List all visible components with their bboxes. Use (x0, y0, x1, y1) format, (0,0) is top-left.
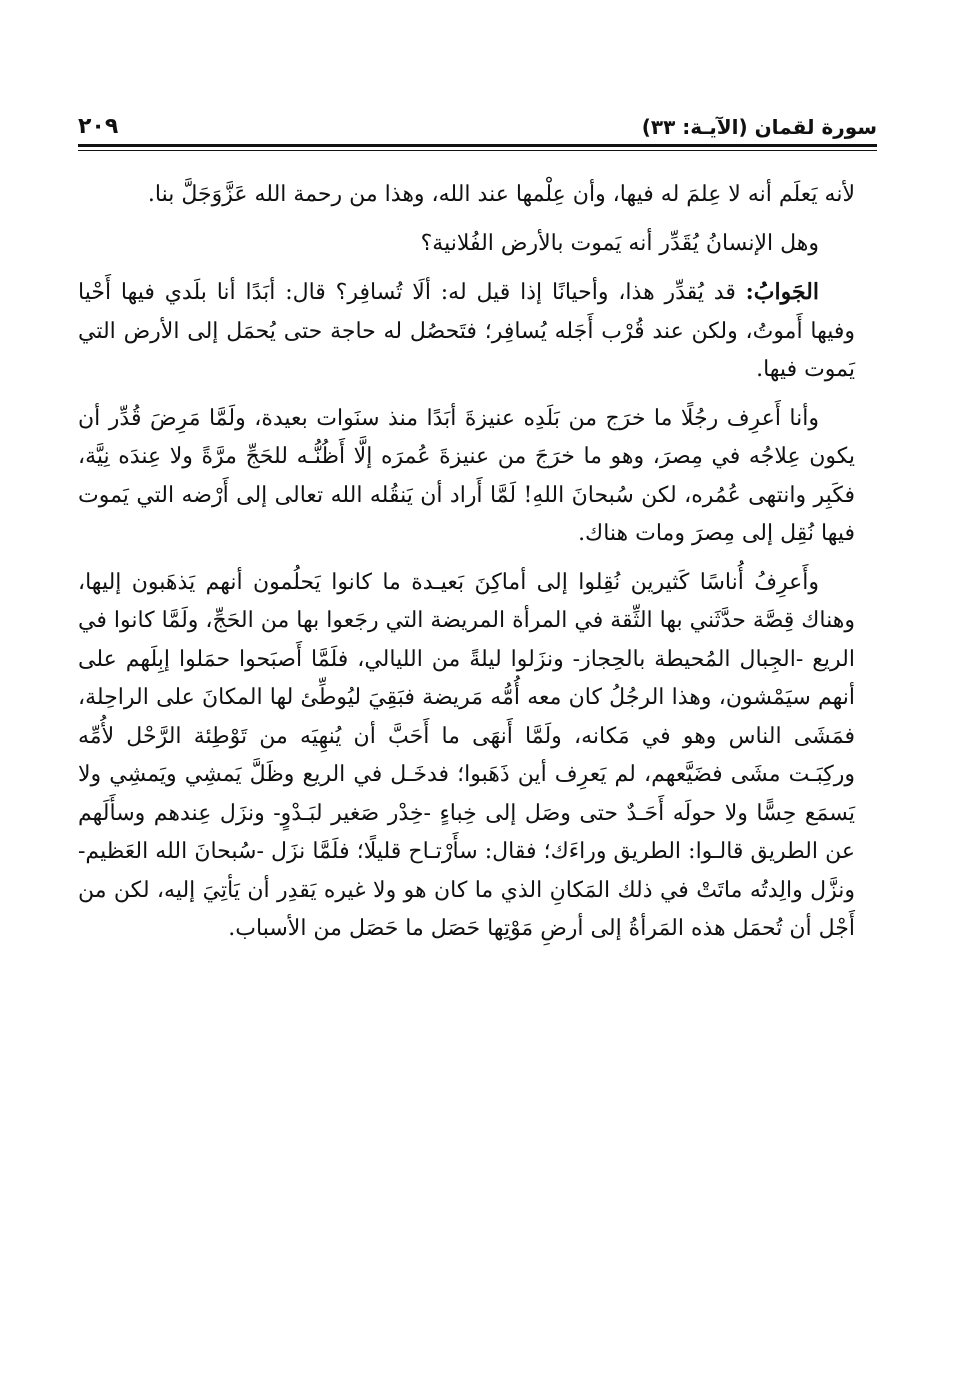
paragraph (78, 273, 855, 390)
answer-lead: الجَوابُ: (745, 279, 819, 305)
paragraph-text: وأنا أَعرِف رجُلًا ما خرَج من بَلَدِه عنيزةَ أبَدًا منذ سنَوات بعيدة، ولَمَّا مَرِضَ قُدِّر أن يكون عِلاجُه في مِصرَ، وهو ما خرَجَ من عنيزةَ عُمرَه إلَّا أَظُنُّـه للحَجِّ مرَّةً ولا عِندَه نِيَّة، فكَبِر وانتهى عُمُره، لكن سُبحانَ اللهِ! لَمَّا أَراد أن يَنقُله الله تعالى إلى أَرْضه التي يَموت فيها نُقِل إلى مِصرَ ومات هناك. (78, 405, 855, 546)
paragraph (78, 400, 855, 554)
body-text (78, 176, 855, 959)
paragraph (78, 225, 855, 264)
paragraph (78, 564, 855, 949)
paragraph-text: وهل الإنسانُ يُقَدِّر أنه يَموت بالأرض الفُلانية؟ (420, 230, 819, 256)
running-header (78, 108, 877, 142)
paragraph-text: قد يُقدِّر هذا، وأحيانًا إذا قيل له: ألَا تُسافِر؟ قال: أبَدًا أنا بلَدي فيها أَحْيا وفيها أَموتُ، ولكن عند قُرْب أَجَله يُسافِر؛ فتَحصُل له حاجة حتى يُحمَل إلى الأرض التي يَموت فيها. (78, 280, 855, 382)
paragraph-text: وأَعرِفُ أُناسًا كَثيرين نُقِلوا إلى أماكِنَ بَعيـدة ما كانوا يَحلُمون أنهم يَذهَبون إليها، وهناك قِصَّة حدَّثَني بها الثِّقة في المرأة المريضة التي رجَعوا بها من الحَجِّ، ولَمَّا كانوا في الريع -الجِبال المُحيطة بالحِجاز- ونزَلوا ليلةً من الليالي، فلَمَّا أَصبَحوا حمَلوا إبِلَهم على أنهم سيَمْشون، وهذا الرجُلُ كان معه أُمُّه مَريضة فبَقِيَ ليُوطِّئ لها المكانَ على الراحِلة، فمَشَى الناس وهو في مَكانه، ولَمَّا أَنهَى ما أَحَبَّ أن يُنهِيَه من تَوْطِئة الرَّحْل لأُمِّه وركِبَـت مشَى فضَيَّعهم، لم يَعرِف أين ذَهَبوا؛ فدخَـل في الريع وظَلَّ يَمشِي ويَمشِي ولا يَسمَع حِسًّا ولا حولَه أَحَـدٌ حتى وصَل إلى خِباءٍ -خِدْر صَغير لبَـدْوٍ- ونزَل عِندهم وسأَلَهم عن الطريق قالـوا: الطريق وراءَك؛ فقال: سأَرْتـاح قليلًا؛ فلَمَّا نزَل -سُبحانَ الله العَظيم- ونزَّل والِدتُه ماتَتْ في ذلك المَكانِ الذي ما كان هو ولا غيره يَقدِر أن يَأتِيَ إليه، لكن من أَجْل أن تُحمَل هذه المَرأةُ إلى أرضِ مَوْتِها حَصَل ما حَصَل من الأسباب. (78, 569, 855, 941)
page-number: ٢٠٩ (78, 114, 119, 139)
running-title: سورة لقمان (الآيـة: ٣٣) (641, 115, 877, 139)
paragraph (78, 176, 855, 215)
paragraph-text: لأنه يَعلَم أنه لا عِلمَ له فيها، وأن عِلْمها عند الله، وهذا من رحمة الله عَزَّوَجَلَّ بنا. (147, 182, 855, 207)
header-rule-thin (78, 150, 877, 151)
header-rule (78, 144, 877, 147)
